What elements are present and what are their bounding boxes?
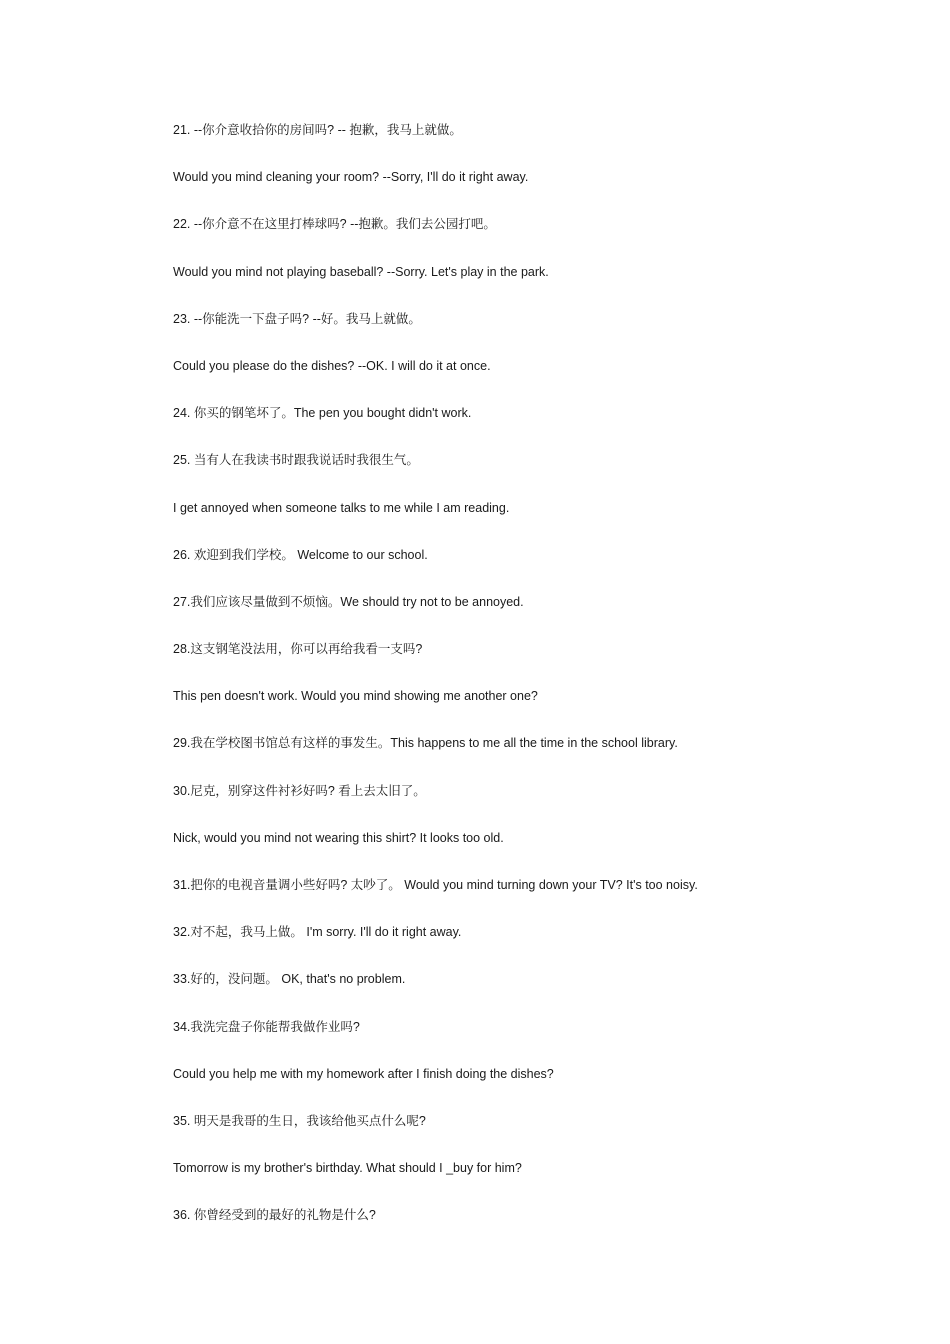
text-line: I get annoyed when someone talks to me while I am reading.	[173, 500, 510, 515]
text-line: 32.对不起，我马上做。 I'm sorry. I'll do it right away.	[173, 925, 462, 940]
text-line: 26. 欢迎到我们学校。 Welcome to our school.	[173, 547, 428, 562]
text-line: 35. 明天是我哥的生日，我该给他买点什么呢?	[173, 1113, 426, 1128]
text-line: Could you please do the dishes? --OK. I will do it at once.	[173, 358, 491, 373]
text-line: Nick, would you mind not wearing this shirt? It looks too old.	[173, 830, 504, 845]
text-line: Tomorrow is my brother's birthday. What should I _buy for him?	[173, 1161, 522, 1176]
text-line: Would you mind not playing baseball? --Sorry. Let's play in the park.	[173, 264, 549, 279]
text-line: 27.我们应该尽量做到不烦恼。We should try not to be annoyed.	[173, 594, 524, 609]
text-line: 30.尼克，别穿这件衬衫好吗? 看上去太旧了。	[173, 783, 426, 798]
text-line: 29.我在学校图书馆总有这样的事发生。This happens to me all the time in the school library.	[173, 736, 678, 751]
text-line: 31.把你的电视音量调小些好吗? 太吵了。 Would you mind turning down your TV? It's too noisy.	[173, 878, 698, 892]
text-line: 36. 你曾经受到的最好的礼物是什么?	[173, 1208, 376, 1223]
document-body	[173, 121, 893, 1254]
text-line: Could you help me with my homework after I finish doing the dishes?	[173, 1066, 554, 1081]
text-line: 23. --你能洗一下盘子吗? --好。我马上就做。	[173, 311, 421, 326]
text-line: 25. 当有人在我读书时跟我说话时我很生气。	[173, 453, 419, 468]
text-line: 28.这支钢笔没法用，你可以再给我看一支吗?	[173, 642, 423, 657]
text-line: 34.我洗完盘子你能帮我做作业吗?	[173, 1019, 360, 1034]
text-line: Would you mind cleaning your room? --Sorry, I'll do it right away.	[173, 170, 529, 185]
text-line: 33.好的，没问题。 OK, that's no problem.	[173, 972, 406, 987]
text-line: 22. --你介意不在这里打棒球吗? --抱歉。我们去公园打吧。	[173, 217, 496, 232]
text-line: 21. --你介意收拾你的房间吗? -- 抱歉，我马上就做。	[173, 123, 462, 137]
text-line: 24. 你买的钢笔坏了。The pen you bought didn't work.	[173, 406, 472, 421]
text-line: This pen doesn't work. Would you mind showing me another one?	[173, 689, 538, 704]
